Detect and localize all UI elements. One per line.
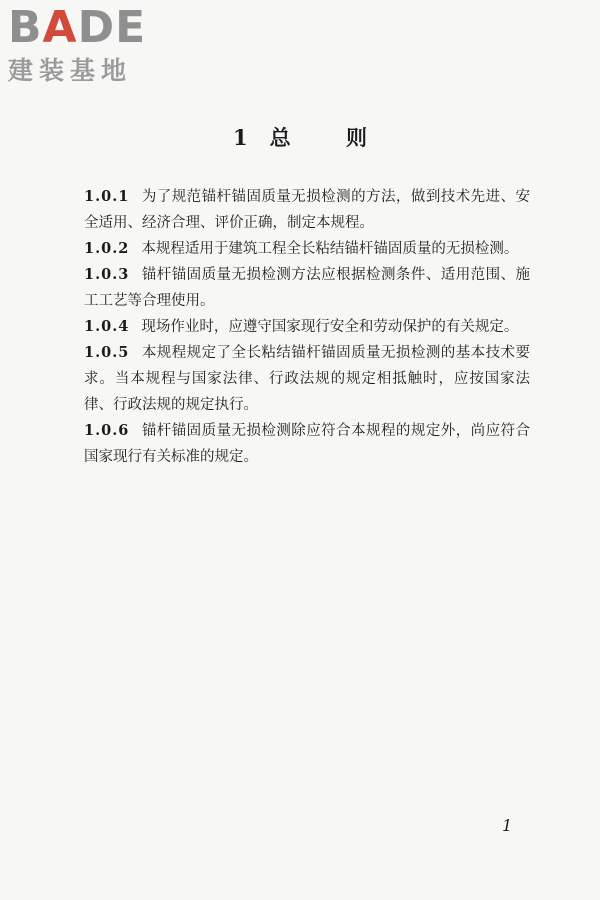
logo-letter-a-accent: A: [42, 2, 78, 53]
chapter-title: [0, 122, 600, 152]
logo-letter-b: B: [8, 2, 43, 53]
clause-text: 锚杆锚固质量无损检测方法应根据检测条件、适用范围、施工工艺等合理使用。: [84, 267, 530, 309]
clause-id: 1.0.3: [84, 266, 130, 283]
clause-id: 1.0.2: [84, 240, 130, 257]
clause-id: 1.0.4: [84, 318, 130, 335]
clause-1-0-3: [84, 262, 530, 314]
clause-text: 锚杆锚固质量无损检测除应符合本规程的规定外，尚应符合国家现行有关标准的规定。: [84, 423, 530, 465]
clause-text: 本规程规定了全长粘结锚杆锚固质量无损检测的基本技术要求。当本规程与国家法律、行政法规的规定相抵触时，应按国家法律、行政法规的规定执行。: [84, 345, 530, 413]
logo-wordmark: [8, 2, 188, 53]
brand-logo: [8, 2, 188, 96]
logo-subtitle: 建装基地: [8, 56, 133, 85]
chapter-number: 1: [233, 125, 248, 150]
clause-text: 现场作业时，应遵守国家现行安全和劳动保护的有关规定。: [141, 319, 519, 335]
clause-1-0-5: [84, 340, 530, 418]
clause-1-0-4: [84, 314, 530, 340]
clause-1-0-1: [84, 184, 530, 236]
clause-text: 本规程适用于建筑工程全长粘结锚杆锚固质量的无损检测。: [141, 241, 519, 257]
clause-id: 1.0.5: [84, 344, 130, 361]
clause-list: [84, 184, 530, 470]
clause-1-0-6: [84, 418, 530, 470]
clause-text: 为了规范锚杆锚固质量无损检测的方法，做到技术先进、安全适用、经济合理、评价正确，制定本规程。: [84, 189, 530, 231]
page-number: 1: [502, 816, 513, 835]
clause-id: 1.0.1: [84, 188, 130, 205]
clause-id: 1.0.6: [84, 422, 130, 439]
clause-1-0-2: [84, 236, 530, 262]
logo-letters-de: DE: [77, 2, 147, 53]
chapter-heading: 总 则: [269, 125, 367, 150]
